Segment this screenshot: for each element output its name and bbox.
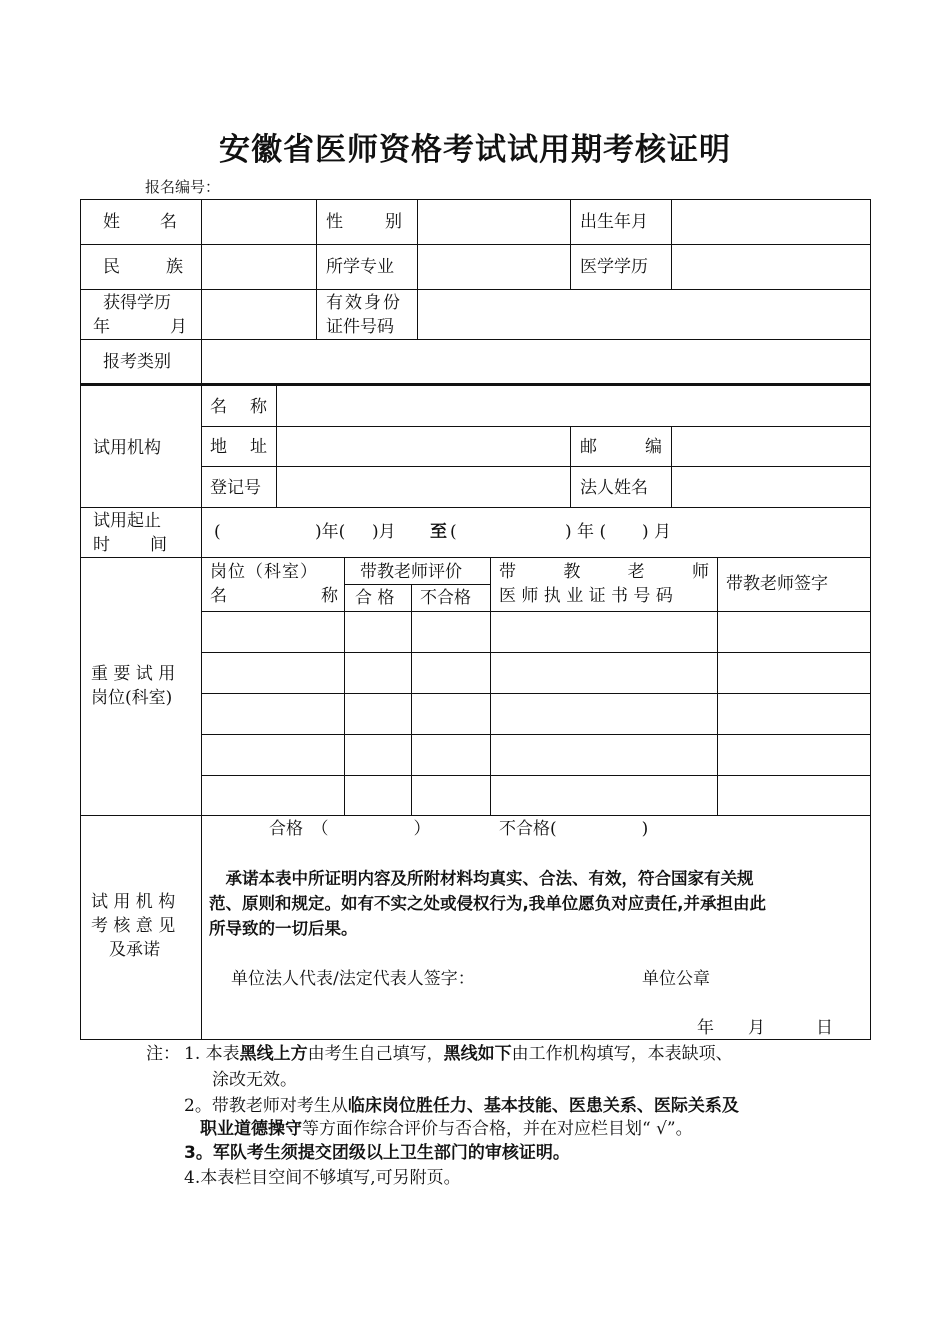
note-2: 2。带教老师对考生从临床岗位胜任力、基本技能、医患关系、医际关系及 [184,1096,739,1116]
note-4: 4.本表栏目空间不够填写,可另附页。 [184,1168,461,1188]
registration-label: 登记号 [210,478,261,498]
birth-date-label: 出生年月 [580,212,648,232]
id-number-label: 有效身份 证件号码 [326,293,402,337]
period-to-paren: ( [450,522,457,542]
legal-person-label: 法人姓名 [580,478,648,498]
pass-header: 合 格 [355,588,395,608]
note-3: 3。军队考生须提交团级以上卫生部门的审核证明。 [184,1143,570,1163]
institution-name-label: 名 称 [210,397,267,417]
ethnicity-label: 民 族 [103,257,183,277]
position-name-header: 岗位（科室） 名 称 [210,562,338,606]
postcode-label: 邮 编 [580,437,662,457]
legal-rep-sign-label: 单位法人代表/法定代表人签字： [231,969,475,989]
period-from-year: )年( [315,522,346,542]
opinion-label: 试 用 机 构 考 核 意 见 及承诺 [91,892,176,960]
promise-text: 承诺本表中所证明内容及所附材料均真实、合法、有效，符合国家有关规 范、原则和规定。如有不实之处或侵权行为,我单位愿负对应责任,并承担由此 所导致的一切后果。 [209,869,767,938]
exam-form-table [80,199,871,1040]
divider-thick-line [81,383,870,386]
note-1-continued: 涂改无效。 [212,1070,297,1090]
teacher-evaluation-header: 带教老师评价 [360,562,462,582]
unit-seal-label: 单位公章 [642,969,710,989]
opinion-pass-option: 合格 （ ） [269,819,431,839]
note-1: 1. 本表黑线上方由考生自己填写，黑线如下由工作机构填写，本表缺项、 [184,1044,733,1064]
institution-address-label: 地 址 [210,437,267,457]
opinion-fail-option: 不合格( ) [499,819,649,839]
period-from-paren: ( [214,522,221,542]
fail-header: 不合格 [420,588,471,608]
note-2-continued: 职业道德操守等方面作综合评价与否合格，并在对应栏目划“ √”。 [200,1119,693,1139]
name-label: 姓 名 [103,212,177,232]
period-to-year: ) 年 ( [565,522,607,542]
degree-date-label: 获得学历 年 月 [93,293,187,337]
page-title: 安徽省医师资格考试试用期考核证明 [219,132,731,168]
notes-prefix: 注： [146,1044,180,1064]
key-positions-label: 重 要 试 用 岗位(科室) [91,664,176,708]
education-label: 医学学历 [580,257,648,277]
gender-label: 性 别 [326,212,402,232]
institution-label: 试用机构 [93,438,161,458]
trial-period-label: 试用起止 时 间 [93,511,167,555]
registration-number-label: 报名编号： [145,178,221,196]
period-from-month: )月 [372,522,396,542]
teacher-cert-header: 带 教 老 师 医 师 执 业 证 书 号 码 [499,562,709,606]
major-label: 所学专业 [326,257,394,277]
teacher-sign-header: 带教老师签字 [726,574,828,594]
exam-type-label: 报考类别 [103,352,171,372]
opinion-date: 年 月 日 [697,1018,833,1038]
period-to-label: 至 [430,522,447,542]
period-to-month: ) 月 [642,522,672,542]
